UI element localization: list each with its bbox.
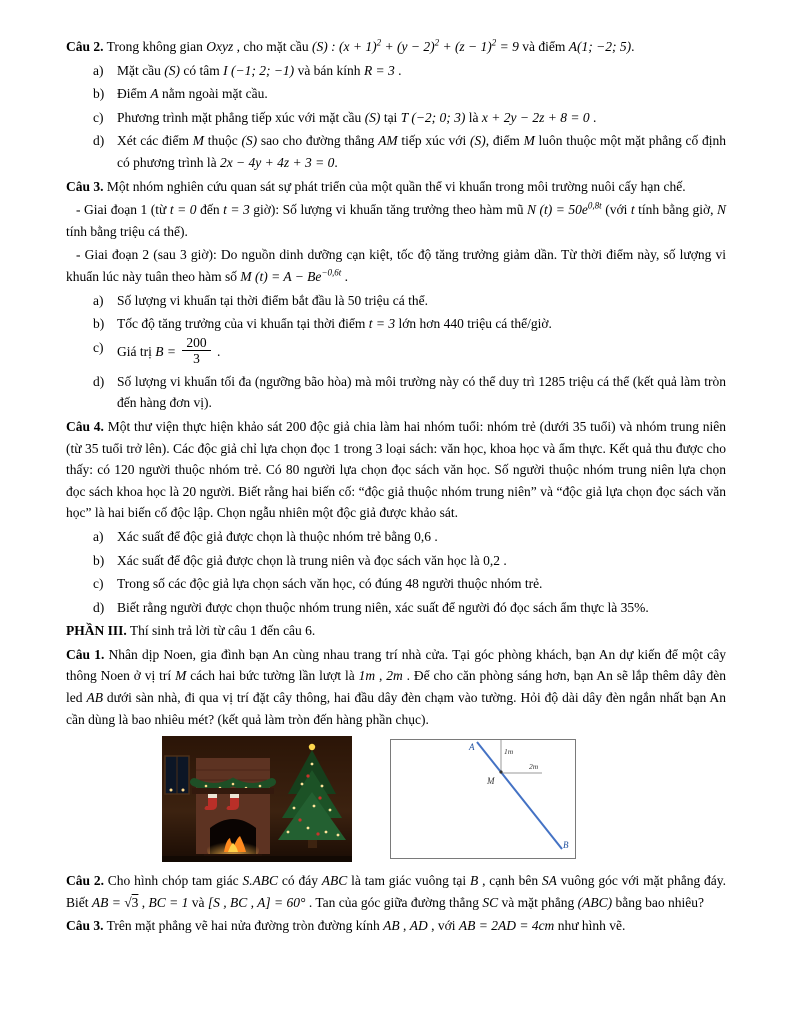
item-marker: d) <box>93 599 105 615</box>
item-marker: a) <box>93 528 104 544</box>
q3-item-b <box>66 313 726 335</box>
item-marker: a) <box>93 62 104 78</box>
tree-star <box>309 744 315 750</box>
item-marker: d) <box>93 133 105 149</box>
q4-item-b <box>66 550 726 572</box>
label-2m: 2m <box>529 762 539 772</box>
item-marker: b) <box>93 316 105 332</box>
q4-item-d <box>66 597 726 619</box>
q4-item-c <box>66 573 726 595</box>
item-text: Giá trị B = $\frac{200}{3}$ . <box>117 334 221 367</box>
item-marker: c) <box>93 109 104 125</box>
item-marker: d) <box>93 373 105 389</box>
item-text: Biết rằng người được chọn thuộc nhóm trung niên, xác suất để người đó đọc sách ẩm thực là 35%. <box>117 599 649 615</box>
item-text: Xác suất để độc giả được chọn là trung niên và đọc sách văn học là 0,2 . <box>117 552 507 568</box>
item-marker: c) <box>93 576 104 592</box>
item-text: Xét các điểm M thuộc (S) sao cho đường thẳng AM tiếp xúc với (S), điểm M luôn thuộc một mặt phẳng cố định có phương trình là 2x − 4y + 4z + 3 = 0. <box>117 133 726 170</box>
item-text: Tốc độ tăng trưởng của vi khuẩn tại thời điểm t = 3 lớn hơn 440 triệu cá thể/giờ. <box>117 316 552 332</box>
christmas-photo <box>162 736 352 862</box>
item-text: Trong số các độc giả lựa chọn sách văn học, có đúng 48 người thuộc nhóm trẻ. <box>117 576 543 592</box>
p3-q1-stem: Câu 1. Nhân dịp Noen, gia đình bạn An cùng nhau trang trí nhà cửa. Tại góc phòng khách, bạn An dự kiến để một cây thông Noen ở vị trí M cách hai bức tường lần lượt là 1m , 2m . Để cho căn phòng sáng hơn, bạn An sẽ lắp thêm dây đèn led AB dưới sàn nhà, đi qua vị trí đặt cây thông, hai đầu dây đèn chạm vào tường. Hỏi độ dài dây đèn ngắn nhất bạn An cần dùng là bao nhiêu mét? (kết quả làm tròn đến hàng phần chục). <box>66 646 726 727</box>
label-m: M <box>487 776 495 787</box>
item-marker: c) <box>93 339 104 355</box>
point-m <box>499 771 502 774</box>
label-a: A <box>469 742 475 753</box>
q4-stem: Câu 4. Một thư viện thực hiện khảo sát 200 độc giả chia làm hai nhóm tuổi: nhóm trẻ (dưới 35 tuổi) và nhóm trung niên (từ 35 tuổi trở lên). Các độc giả chỉ lựa chọn đọc 1 trong 3 loại sách: văn học, khoa học và ẩm thực. Kết quả thu được cho thấy: có 120 người thuộc nhóm trẻ. Có 80 người lựa chọn đọc sách văn học. Số người thuộc nhóm trung niên lựa chọn đọc sách khoa học là 20 người. Biết rằng hai biến cố: “độc giả thuộc nhóm trung niên” và “độc giả lựa chọn đọc sách văn học” là hai biến cố độc lập. Chọn ngẫu nhiên một độc giả được khảo sát. <box>66 418 727 521</box>
item-text: Số lượng vi khuẩn tại thời điểm bắt đầu là 50 triệu cá thể. <box>117 292 429 308</box>
item-text: Xác suất để độc giả được chọn là thuộc nhóm trẻ bằng 0,6 . <box>117 528 438 544</box>
item-text: Điểm A nằm ngoài mặt cầu. <box>117 86 268 102</box>
q2-item-c <box>66 107 726 129</box>
q4-item-a <box>66 526 726 548</box>
p3-q2-stem: Câu 2. Cho hình chóp tam giác S.ABC có đáy ABC là tam giác vuông tại B , cạnh bên SA vuông góc với mặt phẳng đáy. Biết AB = √3 , BC = 1 và [S , BC , A] = 60° . Tan của góc giữa đường thẳng SC và mặt phẳng (ABC) bằng bao nhiêu? <box>66 873 727 910</box>
part3-header: PHẦN III. Thí sinh trả lời từ câu 1 đến câu 6. <box>66 623 316 639</box>
item-text: Mặt cầu (S) có tâm I (−1; 2; −1) và bán kính R = 3 . <box>117 62 402 78</box>
figures-row <box>162 736 726 862</box>
q3-item-a <box>66 290 726 312</box>
fireplace <box>192 758 274 862</box>
label-1m: 1m <box>504 747 514 757</box>
item-marker: b) <box>93 552 105 568</box>
label-b: B <box>563 840 569 851</box>
item-text: Phương trình mặt phẳng tiếp xúc với mặt cầu (S) tại T (−2; 0; 3) là x + 2y − 2z + 8 = 0 . <box>117 109 597 125</box>
item-text: Số lượng vi khuẩn tối đa (ngưỡng bão hòa) mà môi trường này có thể duy trì 1285 triệu cá thể (kết quả làm tròn đến hàng đơn vị). <box>117 373 726 411</box>
geometry-diagram <box>390 739 576 859</box>
q3-item-c <box>66 334 726 369</box>
p3-q3-stem: Câu 3. Trên mặt phẳng vẽ hai nửa đường tròn đường kính AB , AD , với AB = 2AD = 4cm như hình vẽ. <box>66 918 626 934</box>
q3-stem: Câu 3. Một nhóm nghiên cứu quan sát sự phát triển của một quần thể vi khuẩn trong môi trường nuôi cấy hạn chế. <box>66 178 686 194</box>
q2-item-d <box>66 130 726 173</box>
q2-stem: Câu 2. Trong không gian Oxyz , cho mặt cầu (S) : $(x + 1)^2 + (y - 2)^2 + (z - 1)^2 = 9$ và điểm A(1; −2; 5). <box>66 37 635 54</box>
q3-phase-1: - Giai đoạn 1 (từ t = 0 đến t = 3 giờ): Số lượng vi khuẩn tăng trưởng theo hàm mũ N $(t) = 50e^{0,8t}$ (với t tính bằng giờ, N tính bằng triệu cá thể). <box>66 200 726 239</box>
diagram-border <box>391 740 576 859</box>
q2-item-b <box>66 83 726 105</box>
item-marker: b) <box>93 86 105 102</box>
item-marker: a) <box>93 292 104 308</box>
window <box>165 756 189 794</box>
floor <box>162 856 352 862</box>
q3-item-d <box>66 371 726 414</box>
q2-item-a <box>66 60 726 82</box>
q3-phase-2: - Giai đoạn 2 (sau 3 giờ): Do nguồn dinh dưỡng cạn kiệt, tốc độ tăng trưởng giảm dần. Từ thời điểm này, số lượng vi khuẩn lúc này tuân theo hàm số M $(t) = A - Be^{-0,6t}$ . <box>66 247 726 284</box>
